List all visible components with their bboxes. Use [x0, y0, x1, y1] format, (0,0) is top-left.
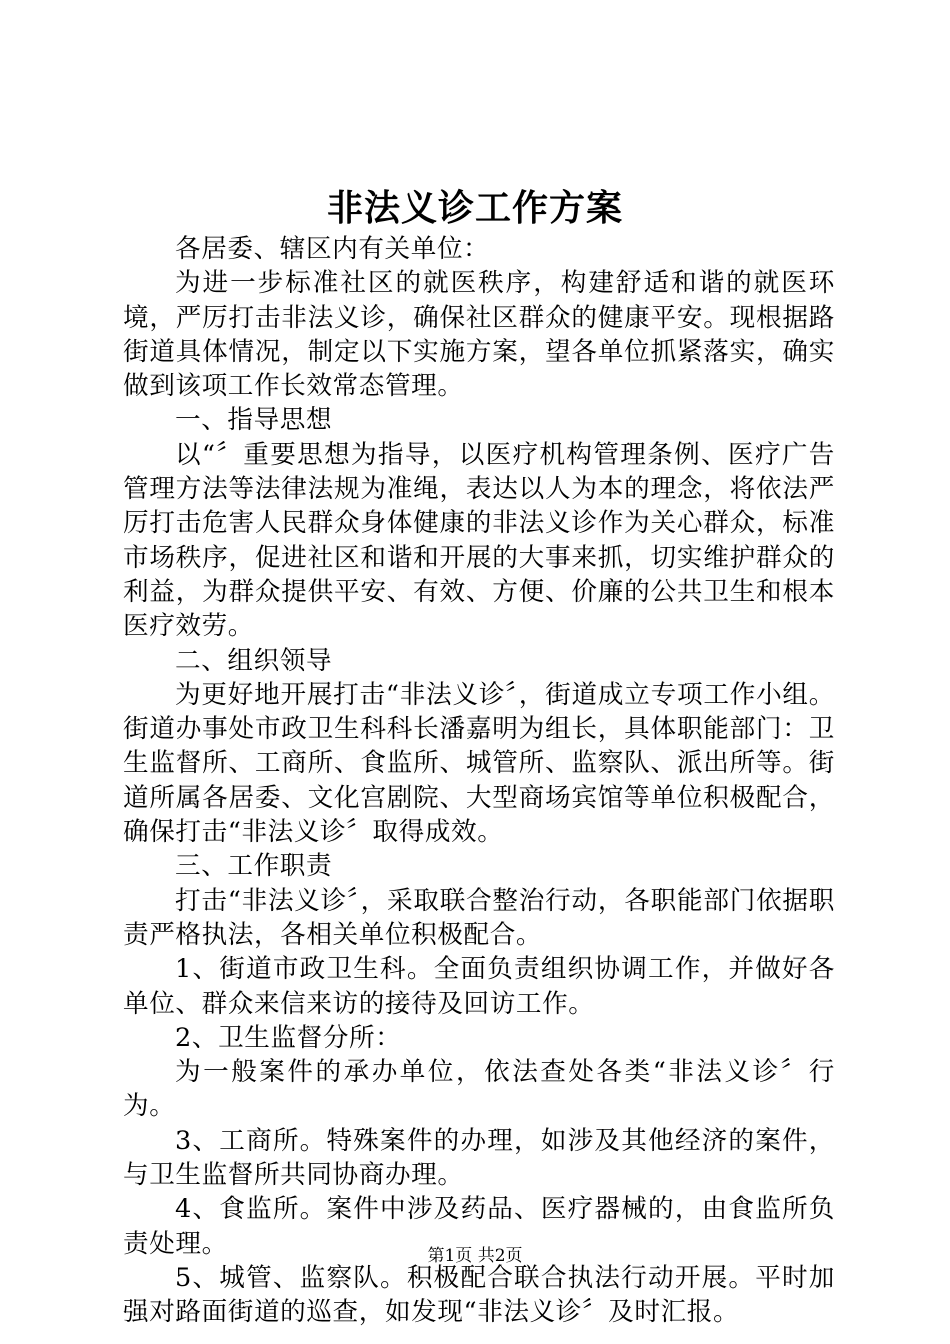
responsibility-item-5: 5、城管、监察队。积极配合联合执法行动开展。平时加强对路面街道的巡查，如发现“非法义诊〞及时汇报。 [123, 1262, 835, 1328]
document-title: 非法义诊工作方案 [326, 187, 623, 229]
responsibility-item-1: 1、街道市政卫生科。全面负责组织协调工作，并做好各单位、群众来信来访的接待及回访工作。 [123, 954, 835, 1019]
salutation: 各居委、辖区内有关单位： [175, 234, 490, 264]
intro-paragraph: 为进一步标准社区的就医秩序，构建舒适和谐的就医环境，严厉打击非法义诊，确保社区群众的健康平安。现根据路街道具体情况，制定以下实施方案，望各单位抓紧落实，确实做到该项工作长效常态管理。 [123, 268, 835, 402]
responsibility-item-4: 4、食监所。案件中涉及药品、医疗器械的，由食监所负责处理。 [123, 1194, 835, 1259]
responsibilities-paragraph: 打击“非法义诊〞，采取联合整治行动，各职能部门依据职责严格执法，各相关单位积极配合。 [123, 885, 835, 950]
responsibility-item-3: 3、工商所。特殊案件的办理，如涉及其他经济的案件，与卫生监督所共同协商办理。 [123, 1125, 835, 1191]
responsibility-item-2: 2、卫生监督分所： [175, 1022, 402, 1053]
organization-paragraph: 为更好地开展打击“非法义诊〞，街道成立专项工作小组。街道办事处市政卫生科科长潘嘉明为组长，具体职能部门：卫生监督所、工商所、食监所、城管所、监察队、派出所等。街道所属各居委、文化宫剧院、大型商场宾馆等单位积极配合，确保打击“非法义诊〞取得成效。 [123, 679, 835, 848]
section-heading-responsibilities: 三、工作职责 [175, 851, 333, 882]
guiding-idea-paragraph: 以“〞重要思想为指导，以医疗机构管理条例、医疗广告管理方法等法律法规为准绳，表达以人为本的理念，将依法严厉打击危害人民群众身体健康的非法义诊作为关心群众，标准市场秩序，促进社区和谐和开展的大事来抓，切实维护群众的利益，为群众提供平安、有效、方便、价廉的公共卫生和根本医疗效劳。 [123, 439, 835, 642]
section-heading-guiding-idea: 一、指导思想 [175, 405, 333, 436]
responsibility-item-2-detail: 为一般案件的承办单位，依法查处各类“非法义诊〞行为。 [123, 1057, 835, 1122]
section-heading-organization: 二、组织领导 [175, 645, 333, 676]
page-number-footer: 第1页 共2页 [427, 1246, 523, 1266]
document-body [123, 232, 835, 1330]
